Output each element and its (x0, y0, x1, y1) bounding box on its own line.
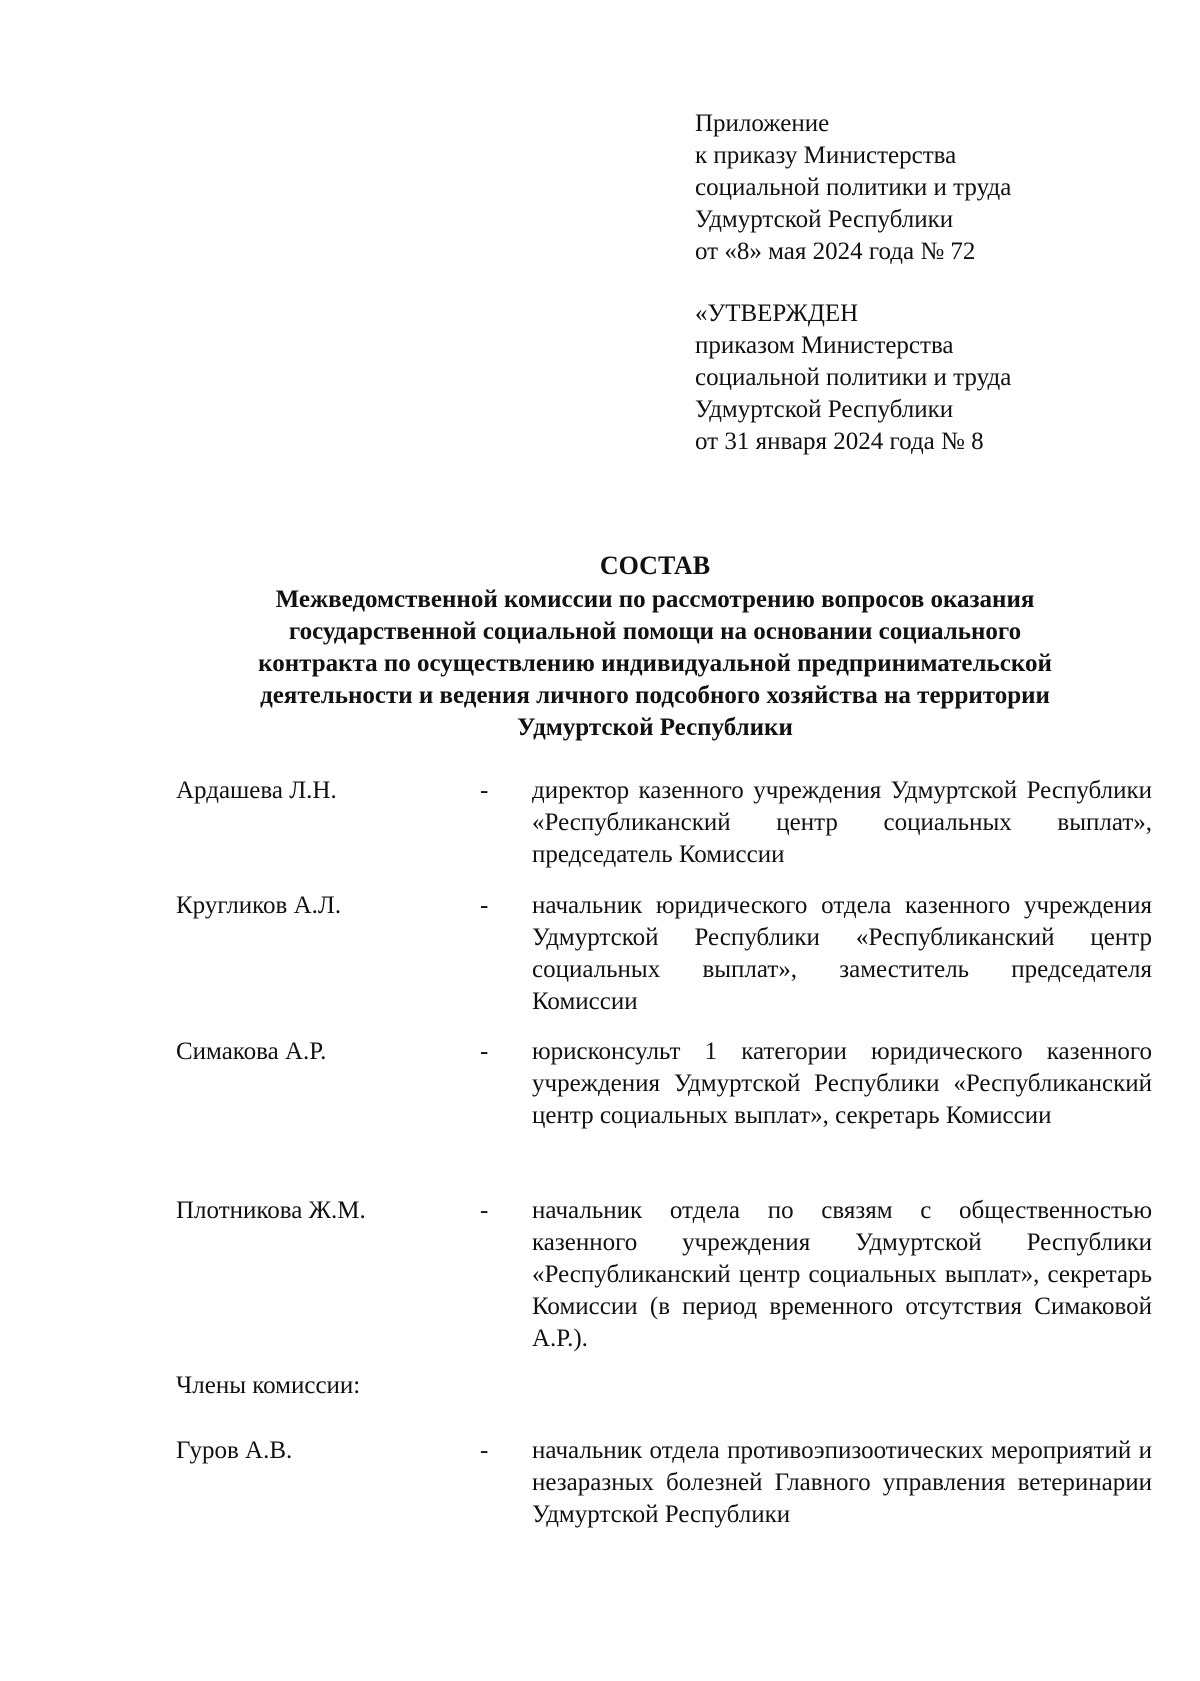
member-name: Кругликов А.Л. (176, 892, 342, 919)
member-name: Ардашева Л.Н. (176, 777, 337, 804)
member-description: начальник отдела противоэпизоотических мероприятий и незаразных болезней Главного управления ветеринарии Удмуртской Республики (532, 1437, 1152, 1528)
member-description: начальник отдела по связям с общественностью казенного учреждения Удмуртской Республики «Республиканский центр социальных выплат», секретарь Комиссии (в период временного отсутствия Симаковой А.Р.). (532, 1197, 1152, 1352)
approved-line: социальной политики и труда (695, 364, 1012, 391)
member-dash: - (480, 1197, 489, 1224)
appendix-line: Приложение (695, 110, 830, 137)
title-heading: СОСТАВ (599, 551, 711, 580)
approved-header (695, 298, 1155, 458)
member-description: юрисконсульт 1 категории юридического казенного учреждения Удмуртской Республики «Республиканский центр социальных выплат», секретарь Комиссии (532, 1038, 1152, 1129)
members-label: Члены комиссии: (176, 1372, 361, 1399)
member-dash: - (480, 892, 489, 919)
title-subtitle-line: Удмуртской Республики (517, 714, 793, 741)
approved-line: Удмуртской Республики (695, 396, 954, 423)
member-dash: - (480, 1437, 489, 1464)
appendix-line: от «8» мая 2024 года № 72 (695, 238, 976, 265)
member-dash: - (480, 777, 489, 804)
document-title (160, 550, 1150, 744)
title-subtitle-line: государственной социальной помощи на основании социального (288, 618, 1022, 645)
member-description: начальник юридического отдела казенного учреждения Удмуртской Республики «Республиканский центр социальных выплат», заместитель председателя Комиссии (532, 892, 1152, 1015)
approved-line: приказом Министерства (695, 332, 954, 359)
member-name: Симакова А.Р. (176, 1038, 327, 1065)
member-description: директор казенного учреждения Удмуртской Республики «Республиканский центр социальных выплат», председатель Комиссии (532, 777, 1152, 868)
member-dash: - (480, 1038, 489, 1065)
appendix-line: социальной политики и труда (695, 174, 1012, 201)
member-name: Плотникова Ж.М. (176, 1197, 366, 1224)
title-subtitle-line: деятельности и ведения личного подсобного хозяйства на территории (260, 682, 1050, 709)
approved-line: «УТВЕРЖДЕН (695, 300, 859, 327)
title-subtitle-line: контракта по осуществлению индивидуальной предпринимательской (258, 650, 1052, 677)
approved-line: от 31 января 2024 года № 8 (695, 428, 984, 455)
appendix-line: Удмуртской Республики (695, 206, 954, 233)
member-name: Гуров А.В. (176, 1437, 293, 1464)
appendix-line: к приказу Министерства (695, 142, 957, 169)
title-subtitle-line: Межведомственной комиссии по рассмотрению вопросов оказания (275, 586, 1035, 613)
appendix-header (695, 108, 1155, 268)
